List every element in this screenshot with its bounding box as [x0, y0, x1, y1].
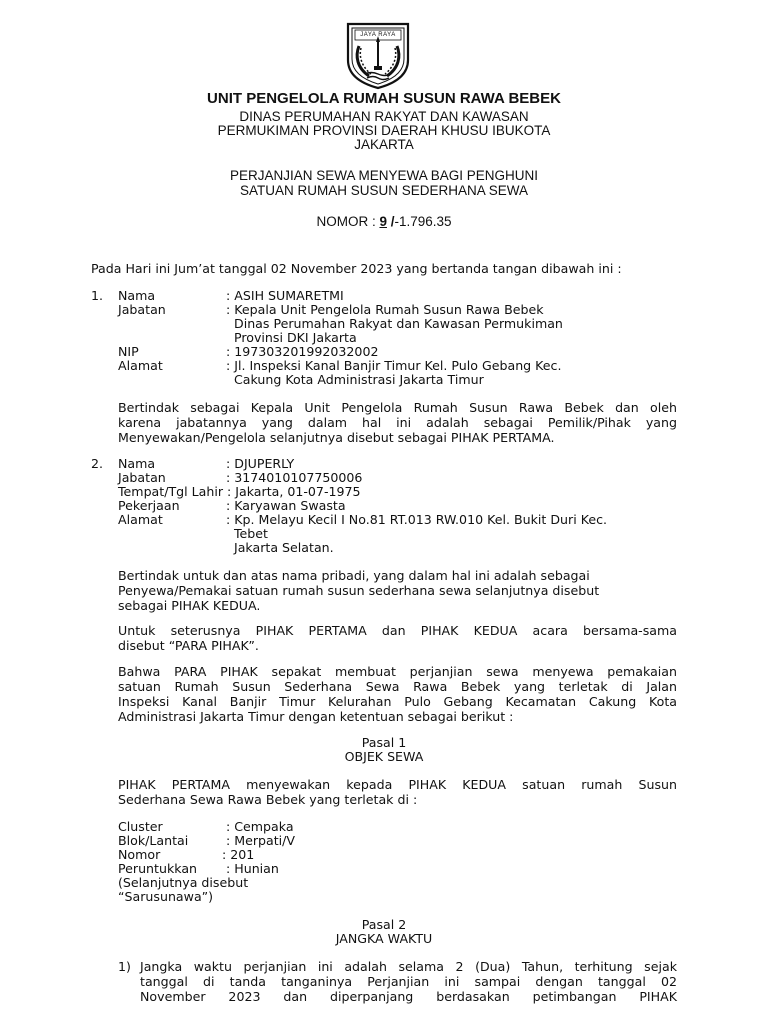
unit-title: UNIT PENGELOLA RUMAH SUSUN RAWA BEBEK — [207, 90, 561, 107]
pasal1-paragraph — [118, 777, 677, 807]
party1-nama-value: : ASIH SUMARETMI — [226, 288, 344, 303]
party2-alamat-value-2: Tebet — [234, 526, 268, 541]
pasal2-line-2: tanggal di tanda tanganinya Perjanjian ini sampai dengan tanggal 02 — [140, 974, 677, 989]
party2-pekerjaan-value: : Karyawan Swasta — [226, 498, 346, 513]
party1-alamat-value-1: : Jl. Inspeksi Kanal Banjir Timur Kel. Pulo Gebang Kec. — [226, 358, 562, 373]
nomor-prefix: NOMOR : — [316, 214, 380, 229]
nomor-value: : 201 — [222, 847, 255, 862]
pasal2-line-1: Jangka waktu perjanjian ini adalah selama 2 (Dua) Tahun, terhitung sejak — [140, 959, 677, 974]
party2-pekerjaan-label: Pekerjaan — [118, 498, 180, 513]
para-pihak-paragraph — [118, 623, 677, 653]
party2-description — [118, 568, 677, 613]
party1-jabatan-value-3: Provinsi DKI Jakarta — [234, 330, 357, 345]
bahwa-line-3: Inspeksi Kanal Banjir Timur Kelurahan Pulo Gebang Kecamatan Cakung Kota — [118, 694, 677, 709]
blok-label: Blok/Lantai — [118, 833, 189, 848]
party2-jabatan-label: Jabatan — [118, 470, 166, 485]
intro-paragraph: Pada Hari ini Jum’at tanggal 02 November 2023 yang bertanda tangan dibawah ini : — [91, 261, 622, 276]
bahwa-paragraph — [118, 664, 677, 724]
header-line-1: DINAS PERUMAHAN RAKYAT DAN KAWASAN — [239, 109, 529, 124]
pasal2-line-3: November 2023 dan diperpanjang berdasakan petimbangan PIHAK — [140, 989, 677, 1004]
pasal2-subtitle: JANGKA WAKTU — [335, 931, 433, 946]
party1-nip-value: : 197303201992032002 — [226, 344, 379, 359]
note-line-1: (Selanjutnya disebut — [118, 875, 249, 890]
party1-jabatan-value-1: : Kepala Unit Pengelola Rumah Susun Rawa Bebek — [226, 302, 544, 317]
party2-number: 2. — [91, 456, 104, 471]
party1-desc-line-3: Menyewakan/Pengelola selanjutnya disebut sebagai PIHAK PERTAMA. — [118, 430, 555, 445]
agreement-title-1: PERJANJIAN SEWA MENYEWA BAGI PENGHUNI — [229, 168, 539, 183]
bahwa-line-2: satuan Rumah Susun Sederhana Sewa Rawa Bebek yang terletak di Jalan — [118, 679, 677, 694]
bahwa-line-1: Bahwa PARA PIHAK sepakat membuat perjanjian sewa menyewa pemakaian — [118, 664, 677, 679]
party2-nama-value: : DJUPERLY — [226, 456, 295, 471]
pasal1-line-1: PIHAK PERTAMA menyewakan kepada PIHAK KEDUA satuan rumah Susun — [118, 777, 677, 792]
nomor-suffix: -1.796.35 — [394, 214, 452, 229]
blok-value: : Merpati/V — [226, 833, 296, 848]
logo-banner-text: JAYA RAYA — [360, 32, 396, 38]
peruntukkan-label: Peruntukkan — [118, 861, 198, 876]
header-line-2: PERMUKIMAN PROVINSI DAERAH KHUSU IBUKOTA — [217, 123, 551, 138]
nomor-number: 9 — [379, 214, 387, 229]
party1-desc-line-2: karena jabatannya yang dalam hal ini adalah sebagai Pemilik/Pihak yang — [118, 415, 677, 430]
party2-jabatan-value: : 3174010107750006 — [226, 470, 363, 485]
nomor-label: Nomor — [118, 847, 161, 862]
party2-nama-label: Nama — [118, 456, 156, 471]
party1-nama-label: Nama — [118, 288, 156, 303]
pasal1-title: Pasal 1 — [361, 735, 407, 750]
header-line-3: JAKARTA — [354, 137, 414, 152]
pasal2-item-1 — [140, 959, 677, 1004]
para-pihak-line-2: disebut “PARA PIHAK”. — [118, 638, 259, 653]
para-pihak-line-1: Untuk seterusnya PIHAK PERTAMA dan PIHAK KEDUA acara bersama-sama — [118, 623, 677, 638]
pasal2-title: Pasal 2 — [361, 917, 407, 932]
party1-jabatan-label: Jabatan — [118, 302, 166, 317]
note-line-2: “Sarusunawa”) — [118, 889, 214, 904]
party2-desc-line-1: Bertindak untuk dan atas nama pribadi, yang dalam hal ini adalah sebagai — [118, 568, 590, 583]
party1-alamat-label: Alamat — [118, 358, 163, 373]
agreement-title-2: SATUAN RUMAH SUSUN SEDERHANA SEWA — [239, 183, 529, 198]
party2-desc-line-2: Penyewa/Pemakai satuan rumah susun sederhana sewa selanjutnya disebut — [118, 583, 600, 598]
cluster-label: Cluster — [118, 819, 163, 834]
agreement-number — [0, 214, 768, 230]
party1-alamat-value-2: Cakung Kota Administrasi Jakarta Timur — [234, 372, 484, 387]
jakarta-coat-of-arms-logo — [345, 22, 411, 90]
party2-alamat-label: Alamat — [118, 512, 163, 527]
pasal1-line-2: Sederhana Sewa Rawa Bebek yang terletak di : — [118, 792, 418, 807]
party1-jabatan-value-2: Dinas Perumahan Rakyat dan Kawasan Permukiman — [234, 316, 563, 331]
pasal2-item-number: 1) — [118, 959, 131, 974]
party1-number: 1. — [91, 288, 104, 303]
party2-alamat-value-3: Jakarta Selatan. — [234, 540, 334, 555]
party2-ttl: Tempat/Tgl Lahir : Jakarta, 01-07-1975 — [118, 484, 361, 499]
cluster-value: : Cempaka — [226, 819, 294, 834]
party1-desc-line-1: Bertindak sebagai Kepala Unit Pengelola Rumah Susun Rawa Bebek dan oleh — [118, 400, 677, 415]
peruntukkan-value: : Hunian — [226, 861, 279, 876]
pasal1-subtitle: OBJEK SEWA — [344, 749, 424, 764]
party1-description — [118, 400, 677, 445]
nomor-slash: / — [386, 214, 395, 229]
party2-alamat-value-1: : Kp. Melayu Kecil I No.81 RT.013 RW.010 Kel. Bukit Duri Kec. — [226, 512, 608, 527]
bahwa-line-4: Administrasi Jakarta Timur dengan ketentuan sebagai berikut : — [118, 709, 514, 724]
party1-nip-label: NIP — [118, 344, 139, 359]
party2-desc-line-3: sebagai PIHAK KEDUA. — [118, 598, 261, 613]
